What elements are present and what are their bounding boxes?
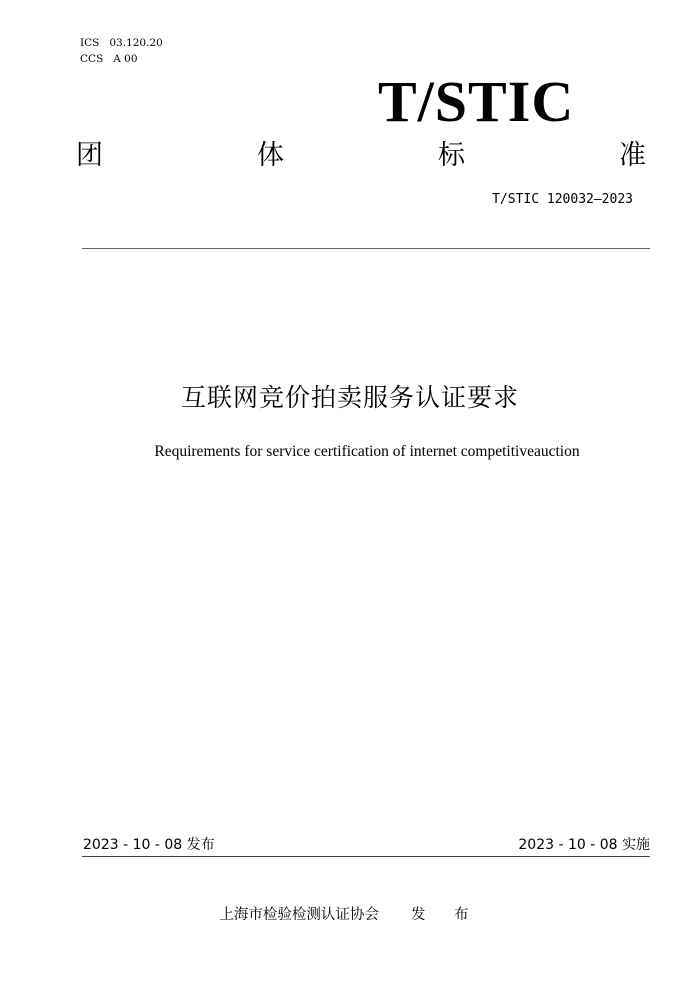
standard-type-char: 团 xyxy=(76,139,103,171)
issue-date: 2023 - 10 - 08 发布 xyxy=(83,837,215,853)
issuer-action: 发 布 xyxy=(410,907,481,923)
standard-type-heading xyxy=(76,132,646,172)
implementation-date: 2023 - 10 - 08 实施 xyxy=(518,837,650,853)
title-english: Requirements for service certification of internet competitiveauction xyxy=(154,443,580,460)
ics-code xyxy=(80,35,163,51)
issuer-name: 上海市检验检测认证协会 xyxy=(219,907,379,923)
organization-logo: T/STIC xyxy=(378,69,575,134)
classification-codes xyxy=(80,35,163,67)
ccs-value: A 00 xyxy=(113,53,138,65)
standard-type-char: 准 xyxy=(619,139,646,171)
ics-label: ICS xyxy=(80,37,100,49)
issuer-line xyxy=(0,903,700,924)
ics-value: 03.120.20 xyxy=(109,37,163,49)
standard-type-char: 体 xyxy=(257,139,284,171)
top-divider xyxy=(82,248,650,249)
standard-number: T/STIC 120032—2023 xyxy=(492,192,633,207)
standard-type-char: 标 xyxy=(438,139,465,171)
bottom-divider xyxy=(82,856,650,857)
title-chinese: 互联网竞价拍卖服务认证要求 xyxy=(180,383,519,412)
ccs-code xyxy=(80,51,163,67)
ccs-label: CCS xyxy=(80,53,104,65)
